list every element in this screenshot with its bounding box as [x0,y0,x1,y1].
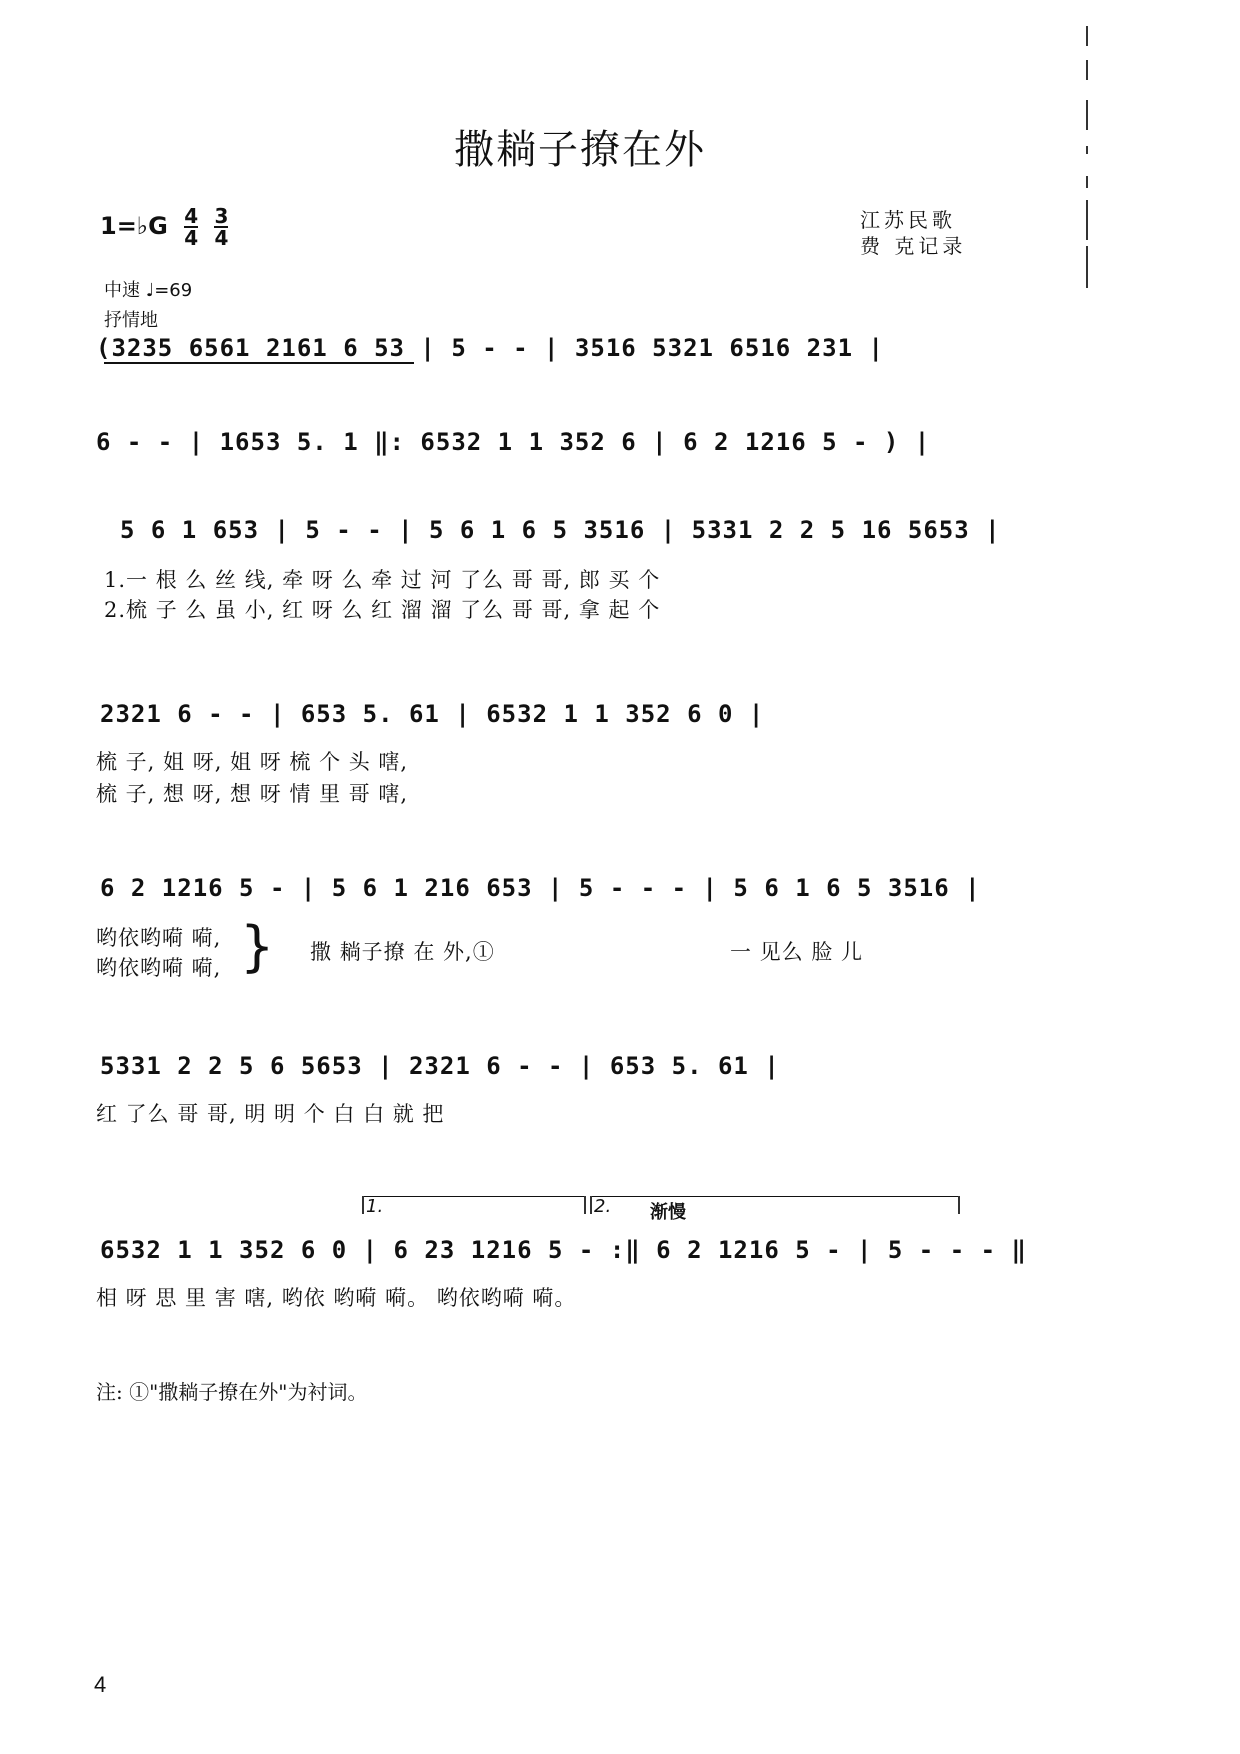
volta-bracket-2-start [590,1196,592,1214]
volta-bracket-1-end [584,1196,586,1214]
page-number: 4 [94,1672,107,1697]
lyric-verse1-line-5: 哟依哟嗬 嗬, [96,926,222,950]
score-line-1: (3235 6561 2161 6 53 | 5 - - | 3516 5321 6516 231 | [96,334,884,362]
lyric-line-6: 红 了么 哥 哥, 明 明 个 白 白 就 把 [96,1102,445,1126]
edge-mark [1086,246,1088,288]
score-line-4: 2321 6 - - | 653 5. 61 | 6532 1 1 352 6 0 | [100,700,765,728]
refrain-lyric: 撒 耥子撩 在 外,① [310,940,495,964]
lyric-verse1-line-3: 1.一 根 么 丝 线, 牵 呀 么 牵 过 河 了么 哥 哥, 郎 买 个 [104,568,661,592]
lyric-verse2-line-3: 2.梳 子 么 虽 小, 红 呀 么 红 溜 溜 了么 哥 哥, 拿 起 个 [104,598,661,622]
lyric-line-5-continuation: 一 见么 脸 儿 [730,940,864,964]
edge-mark [1086,176,1088,188]
brace: } [240,915,275,978]
key-label: 1=♭G [100,212,168,240]
key-signature [100,206,228,248]
tempo-marking: 中速 ♩=69 [104,280,193,301]
lyric-verse1-line-4: 梳 子, 姐 呀, 姐 呀 梳 个 头 嗐, [96,750,409,774]
score-line-2: 6 - - | 1653 5. 1 ‖: 6532 1 1 352 6 | 6 2 1216 5 - ) | [96,428,931,456]
edge-mark [1086,100,1088,130]
edge-mark [1086,26,1088,46]
volta-bracket-2 [590,1196,960,1197]
footnote: 注: ①"撒耥子撩在外"为衬词。 [96,1380,368,1404]
volta-bracket-1-start [362,1196,364,1214]
tempo-change-marking: 渐慢 [650,1202,686,1223]
song-title: 撒耥子撩在外 [454,127,706,173]
score-line-5: 6 2 1216 5 - | 5 6 1 216 653 | 5 - - - | 5 6 1 6 5 3516 | [100,874,981,902]
volta-label-1: 1. [366,1196,384,1217]
origin-credit: 江苏民歌 [860,208,956,232]
time-signature-4-4: $\frac{4}{4}$ [184,204,199,250]
expression-marking: 抒情地 [104,310,158,331]
volta-bracket-1 [362,1196,584,1197]
lyric-verse2-line-5: 哟依哟嗬 嗬, [96,956,222,980]
score-line-3: 5 6 1 653 | 5 - - | 5 6 1 6 5 3516 | 5331 2 2 5 16 5653 | [120,516,1001,544]
volta-bracket-2-end [958,1196,960,1214]
edge-mark [1086,60,1088,80]
beam-line [104,362,414,364]
volta-label-2: 2. [594,1196,612,1217]
edge-mark [1086,200,1088,240]
lyric-line-7: 相 呀 思 里 害 嗐, 哟依 哟嗬 嗬。 哟依哟嗬 嗬。 [96,1286,577,1310]
score-line-7: 6532 1 1 352 6 0 | 6 23 1216 5 - :‖ 6 2 1216 5 - | 5 - - - ‖ [100,1236,1027,1264]
edge-mark [1086,146,1088,154]
score-line-6: 5331 2 2 5 6 5653 | 2321 6 - - | 653 5. 61 | [100,1052,780,1080]
recorder-credit: 费 克记录 [860,234,967,258]
lyric-verse2-line-4: 梳 子, 想 呀, 想 呀 情 里 哥 嗐, [96,782,409,806]
time-signature-3-4: $\frac{3}{4}$ [214,204,229,250]
